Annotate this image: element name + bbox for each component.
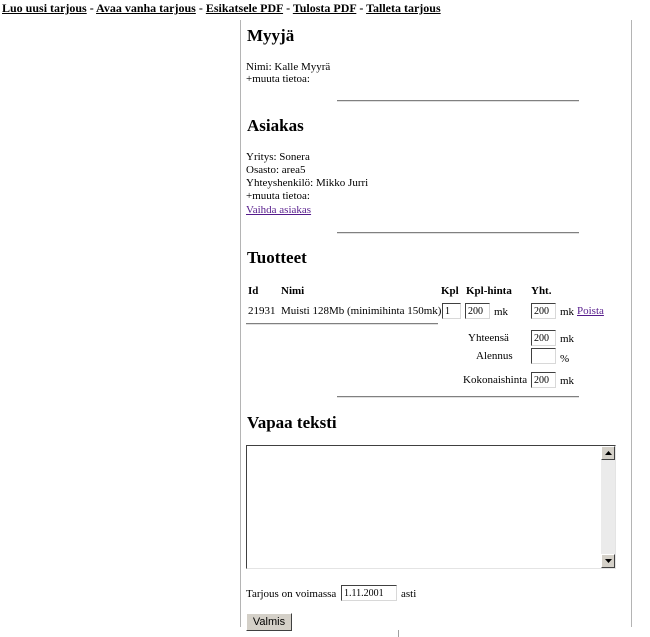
divider	[398, 630, 399, 637]
remove-product-link[interactable]: Poista	[577, 305, 604, 317]
validity-prefix: Tarjous on voimassa	[246, 588, 337, 600]
divider	[337, 100, 579, 102]
new-quote-link[interactable]: Luo uusi tarjous	[2, 1, 87, 15]
save-quote-link[interactable]: Talleta tarjous	[366, 1, 441, 15]
preview-pdf-link[interactable]: Esikatsele PDF	[205, 1, 284, 15]
discount-unit: %	[560, 353, 570, 365]
nav-separator: -	[195, 1, 206, 15]
top-navigation	[2, 1, 441, 16]
customer-more-info: +muuta tietoa:	[246, 190, 310, 202]
nav-separator: -	[356, 1, 367, 15]
unit-price-currency: mk	[494, 306, 509, 318]
print-pdf-link[interactable]: Tulosta PDF	[292, 1, 357, 15]
scroll-down-arrow-icon	[605, 559, 612, 563]
vertical-scrollbar[interactable]	[601, 446, 615, 568]
subtotal-label: Yhteensä	[468, 332, 509, 344]
col-header-name: Nimi	[281, 285, 305, 297]
free-text-area	[246, 445, 616, 569]
customer-company: Yritys: Sonera	[246, 151, 310, 163]
seller-more-info: +muuta tietoa:	[246, 73, 310, 85]
validity-date-input[interactable]	[341, 585, 397, 601]
nav-separator: -	[283, 1, 293, 15]
grand-total-currency: mk	[560, 375, 575, 387]
subtotal-currency: mk	[560, 333, 575, 345]
quote-form-panel	[240, 20, 632, 627]
grand-total-input[interactable]	[531, 372, 556, 388]
validity-suffix: asti	[401, 588, 417, 600]
product-name: Muisti 128Mb (minimihinta 150mk)	[281, 305, 442, 317]
scroll-up-button[interactable]	[601, 446, 615, 460]
seller-heading: Myyjä	[247, 26, 295, 45]
change-customer-link[interactable]: Vaihda asiakas	[246, 204, 312, 216]
scroll-down-button[interactable]	[601, 554, 615, 568]
customer-contact: Yhteyshenkilö: Mikko Jurri	[246, 177, 369, 189]
grand-total-label: Kokonaishinta	[463, 374, 528, 386]
customer-heading: Asiakas	[247, 116, 304, 135]
discount-label: Alennus	[476, 350, 513, 362]
row-total-currency: mk	[560, 306, 575, 318]
product-id: 21931	[248, 305, 276, 317]
col-header-total: Yht.	[531, 285, 552, 297]
row-total-input[interactable]	[531, 303, 556, 319]
customer-department: Osasto: area5	[246, 164, 306, 176]
unit-price-input[interactable]	[465, 303, 490, 319]
col-header-qty: Kpl	[441, 285, 459, 297]
done-button[interactable]: Valmis	[246, 613, 292, 631]
divider	[246, 323, 438, 325]
quantity-input[interactable]	[442, 303, 461, 319]
free-text-input[interactable]	[247, 446, 602, 568]
col-header-unit-price: Kpl-hinta	[466, 285, 512, 297]
seller-name: Nimi: Kalle Myyrä	[246, 61, 331, 73]
divider	[337, 232, 579, 234]
divider	[337, 396, 579, 398]
products-heading: Tuotteet	[247, 248, 307, 267]
open-old-quote-link[interactable]: Avaa vanha tarjous	[96, 1, 196, 15]
col-header-id: Id	[248, 285, 259, 297]
free-text-heading: Vapaa teksti	[247, 413, 337, 432]
subtotal-input[interactable]	[531, 330, 556, 346]
nav-separator: -	[86, 1, 97, 15]
scroll-up-arrow-icon	[605, 451, 612, 455]
discount-input[interactable]	[531, 348, 556, 364]
